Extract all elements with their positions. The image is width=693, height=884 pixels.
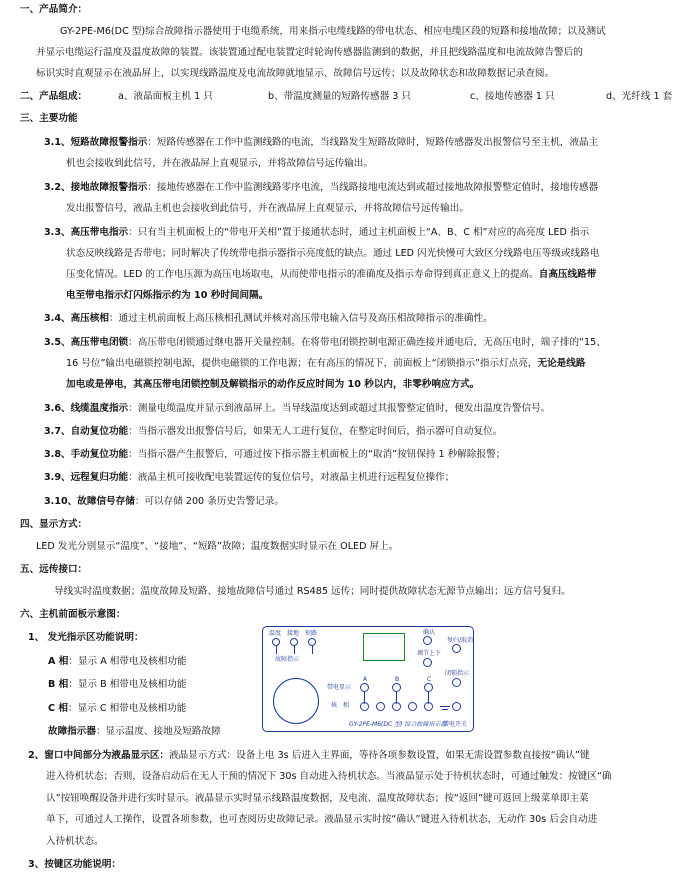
large-knob-icon (273, 678, 319, 724)
front-panel-diagram (262, 626, 474, 732)
lcd-area-line-4: 单下，可通过人工操作，设置各项参数，也可查阅历史故障记录。液晶显示实时按“确认”键进入待机状态，无动作 30s 后会自动进 (46, 814, 598, 825)
led-area-title: 1、 发光指示区功能说明： (28, 632, 144, 643)
ground-symbol-icon (440, 706, 450, 707)
component-b: b、带温度测量的短路传感器 3 只 (268, 91, 412, 102)
panel-label-reset: 复归/取消 (447, 637, 474, 644)
panel-label-adjust: 调节上下 (417, 650, 442, 657)
panel-label-c: C (427, 676, 432, 683)
component-d: d、光纤线 1 套 (606, 91, 673, 102)
keypad-area-title: 3、按键区功能说明： (28, 859, 122, 870)
phase-a-desc: A 相：显示 A 相带电及核相功能 (48, 656, 187, 667)
component-a: a、液晶面板主机 1 只 (118, 91, 213, 102)
section-6-title: 六、主机前面板示意图： (20, 609, 126, 620)
function-3-3-cont-1: 状态反映线路是否带电；同时解决了传统带电指示器指示亮度低的缺点。通过 LED 闪光快慢可大致区分线路电压等级或线路电 (66, 248, 600, 259)
intro-line-2: 并显示电缆运行温度及温度故障的装置。该装置通过配电装置定时轮询传感器监测到的数据，并且把线路温度和电流故障告警后的 (36, 47, 583, 58)
lcd-area-line-5: 入待机状态。 (46, 836, 104, 847)
panel-label-live: 带电显示 (327, 684, 352, 691)
phase-b-led-icon (392, 683, 401, 692)
panel-label-ground: 接地 (287, 630, 300, 637)
lcd-window (363, 633, 405, 661)
function-3-6: 3.6、线缆温度指示：测量电缆温度并显示到液晶屏上。当导线温度达到或超过其报警整定值时，便发出温度告警信号。 (44, 403, 551, 414)
remote-interface-text: 导线实时温度数据；温度故障及短路、接地故障信号通过 RS485 远传；同时提供故障状态无源节点输出；远方信号复归。 (54, 586, 571, 597)
panel-model-label: GY-2PE-M6(DC 型) 综合故障指示器 (349, 721, 447, 728)
phase-ab-socket[interactable] (376, 702, 385, 711)
ground-led-leg (294, 646, 295, 654)
section-2-title: 二、产品组成： (20, 91, 88, 102)
phase-a-led-icon (360, 683, 369, 692)
function-3-5: 3.5、高压带电闭锁：高压带电闭锁通过继电器开关量控制。在将带电闭锁控制电源正确连接并通电后，无高压电时，端子排的“15、 (44, 337, 606, 348)
section-5-title: 五、远传接口： (20, 564, 88, 575)
panel-label-fault: 故障指示 (275, 656, 300, 663)
intro-line-1: GY-2PE-M6(DC 型)综合故障指示器使用于电缆系统，用来指示电缆线路的带电状态、相应电缆区段的短路和接地故障；以及测试 (60, 26, 606, 37)
lcd-area-line-3: 认”按钮唤醒设备并进行实时显示。液晶显示实时显示线路温度数据，及电流、温度故障状态；按“返回”键可返回上级菜单即主菜 (46, 793, 589, 804)
temp-led-leg (276, 646, 277, 654)
panel-label-a: A (363, 676, 368, 683)
adjust-button[interactable] (423, 658, 432, 667)
function-3-3-cont-3: 电至带电指示灯闪烁指示约为 10 秒时间间隔。 (66, 290, 269, 301)
function-3-2: 3.2、接地故障报警指示：接地传感器在工作中监测线路零序电流，当线路接地电流达到或超过接地故障报警整定值时，接地传感器 (44, 182, 599, 193)
lcd-area-line-1: 2、窗口中间部分为液晶显示区：液晶显示方式：设备上电 3s 后进入主界面，等待各项参数设置，如果无需设置参数直接按“确认”键 (28, 750, 590, 761)
phase-a-socket[interactable] (360, 702, 369, 711)
confirm-button[interactable] (423, 636, 432, 645)
function-3-8: 3.8、手动复位功能：当指示器产生报警后，可通过按下指示器主机面板上的“取消”按钮保持 1 秒解除报警； (44, 449, 506, 460)
function-3-7: 3.7、自动复位功能：当指示器发出报警信号后，如果无人工进行复位，在整定时间后，指示器可自动复位。 (44, 426, 503, 437)
function-3-1-cont: 机也会接收到此信号，并在液晶屏上直观显示，并将故障信号远传输出。 (66, 158, 373, 169)
intro-line-3: 标识实时直观显示在液晶屏上，以实现线路温度及电流故障就地显示、故障信号远传；以及故障状态和故障数据记录查阅。 (36, 68, 555, 79)
panel-label-phase: 核 相 (331, 702, 350, 709)
function-3-5-cont-2: 加电或是停电，其高压带电闭锁控制及解锁指示的动作反应时间为 10 秒以内，非零秒响应方式。 (66, 379, 480, 390)
function-3-4: 3.4、高压核相：通过主机前面板上高压核相孔测试并核对高压带电输入信号及高压相故障指示的准确性。 (44, 313, 493, 324)
section-1-title: 一、产品简介： (20, 4, 88, 15)
panel-label-short: 短路 (305, 630, 318, 637)
live-switch[interactable] (452, 702, 461, 711)
function-3-10: 3.10、故障信号存储：可以存储 200 条历史告警记录。 (44, 496, 284, 507)
section-3-title: 三、主要功能 (20, 113, 78, 124)
reset-button[interactable] (452, 644, 461, 653)
phase-c-socket[interactable] (424, 702, 433, 711)
phase-bc-socket[interactable] (408, 702, 417, 711)
fault-indicator-desc: 故障指示器：显示温度、接地及短路故障 (48, 726, 221, 737)
ground-led-icon (290, 638, 298, 646)
function-3-3-cont-2: 压变化情况。LED 的工作电压源为高压电场取电，从而使带电指示的准确度及指示寿命得到真正意义上的提高。自高压线路带 (66, 269, 597, 280)
function-3-5-cont-1: 16 号位”输出电磁锁控制电源，提供电磁锁的工作电源；在有高压的情况下，前面板上“闭锁指示”指示灯点亮，无论是线路 (66, 358, 586, 369)
lock-indicator-icon (452, 678, 461, 687)
panel-label-switch: 带电开关 (443, 721, 468, 728)
display-mode-text: LED 发光分别显示“温度”、“接地”、“短路”故障；温度数据实时显示在 OLED 屏上。 (36, 541, 399, 552)
panel-label-confirm: 确认 (423, 629, 436, 636)
component-c: c、接地传感器 1 只 (470, 91, 555, 102)
function-3-3: 3.3、高压带电指示：只有当主机面板上的“带电开关相”置于接通状态时，通过主机面板上“A、B、C 相”对应的高亮度 LED 指示 (44, 227, 590, 238)
phase-b-socket[interactable] (392, 702, 401, 711)
function-3-9: 3.9、远程复归功能：液晶主机可接收配电装置远传的复位信号，对液晶主机进行远程复位操作； (44, 472, 455, 483)
panel-label-temp: 温度 (269, 630, 282, 637)
panel-label-b: B (395, 676, 400, 683)
phase-c-led-icon (424, 683, 433, 692)
phase-b-desc: B 相：显示 B 相带电及核相功能 (48, 679, 187, 690)
lcd-area-line-2: 进入待机状态；否则，设备启动后在无人干预的情况下 30s 自动进入待机状态。当液晶显示处于待机状态时，可通过触发：按键区“确 (46, 771, 612, 782)
ground-symbol-line (442, 709, 448, 710)
section-4-title: 四、显示方式： (20, 519, 88, 530)
function-3-2-cont: 发出报警信号，液晶主机也会接收到此信号，并在液晶屏上直观显示，并将故障信号远传输出。 (66, 203, 469, 214)
panel-label-lock: 闭锁指示 (445, 670, 470, 677)
function-3-1: 3.1、短路故障报警指示：短路传感器在工作中监测线路的电流，当线路发生短路故障时，短路传感器发出报警信号至主机，液晶主 (44, 137, 599, 148)
short-led-leg (312, 646, 313, 654)
temp-led-icon (272, 638, 280, 646)
phase-c-desc: C 相：显示 C 相带电及核相功能 (48, 703, 187, 714)
short-led-icon (308, 638, 316, 646)
